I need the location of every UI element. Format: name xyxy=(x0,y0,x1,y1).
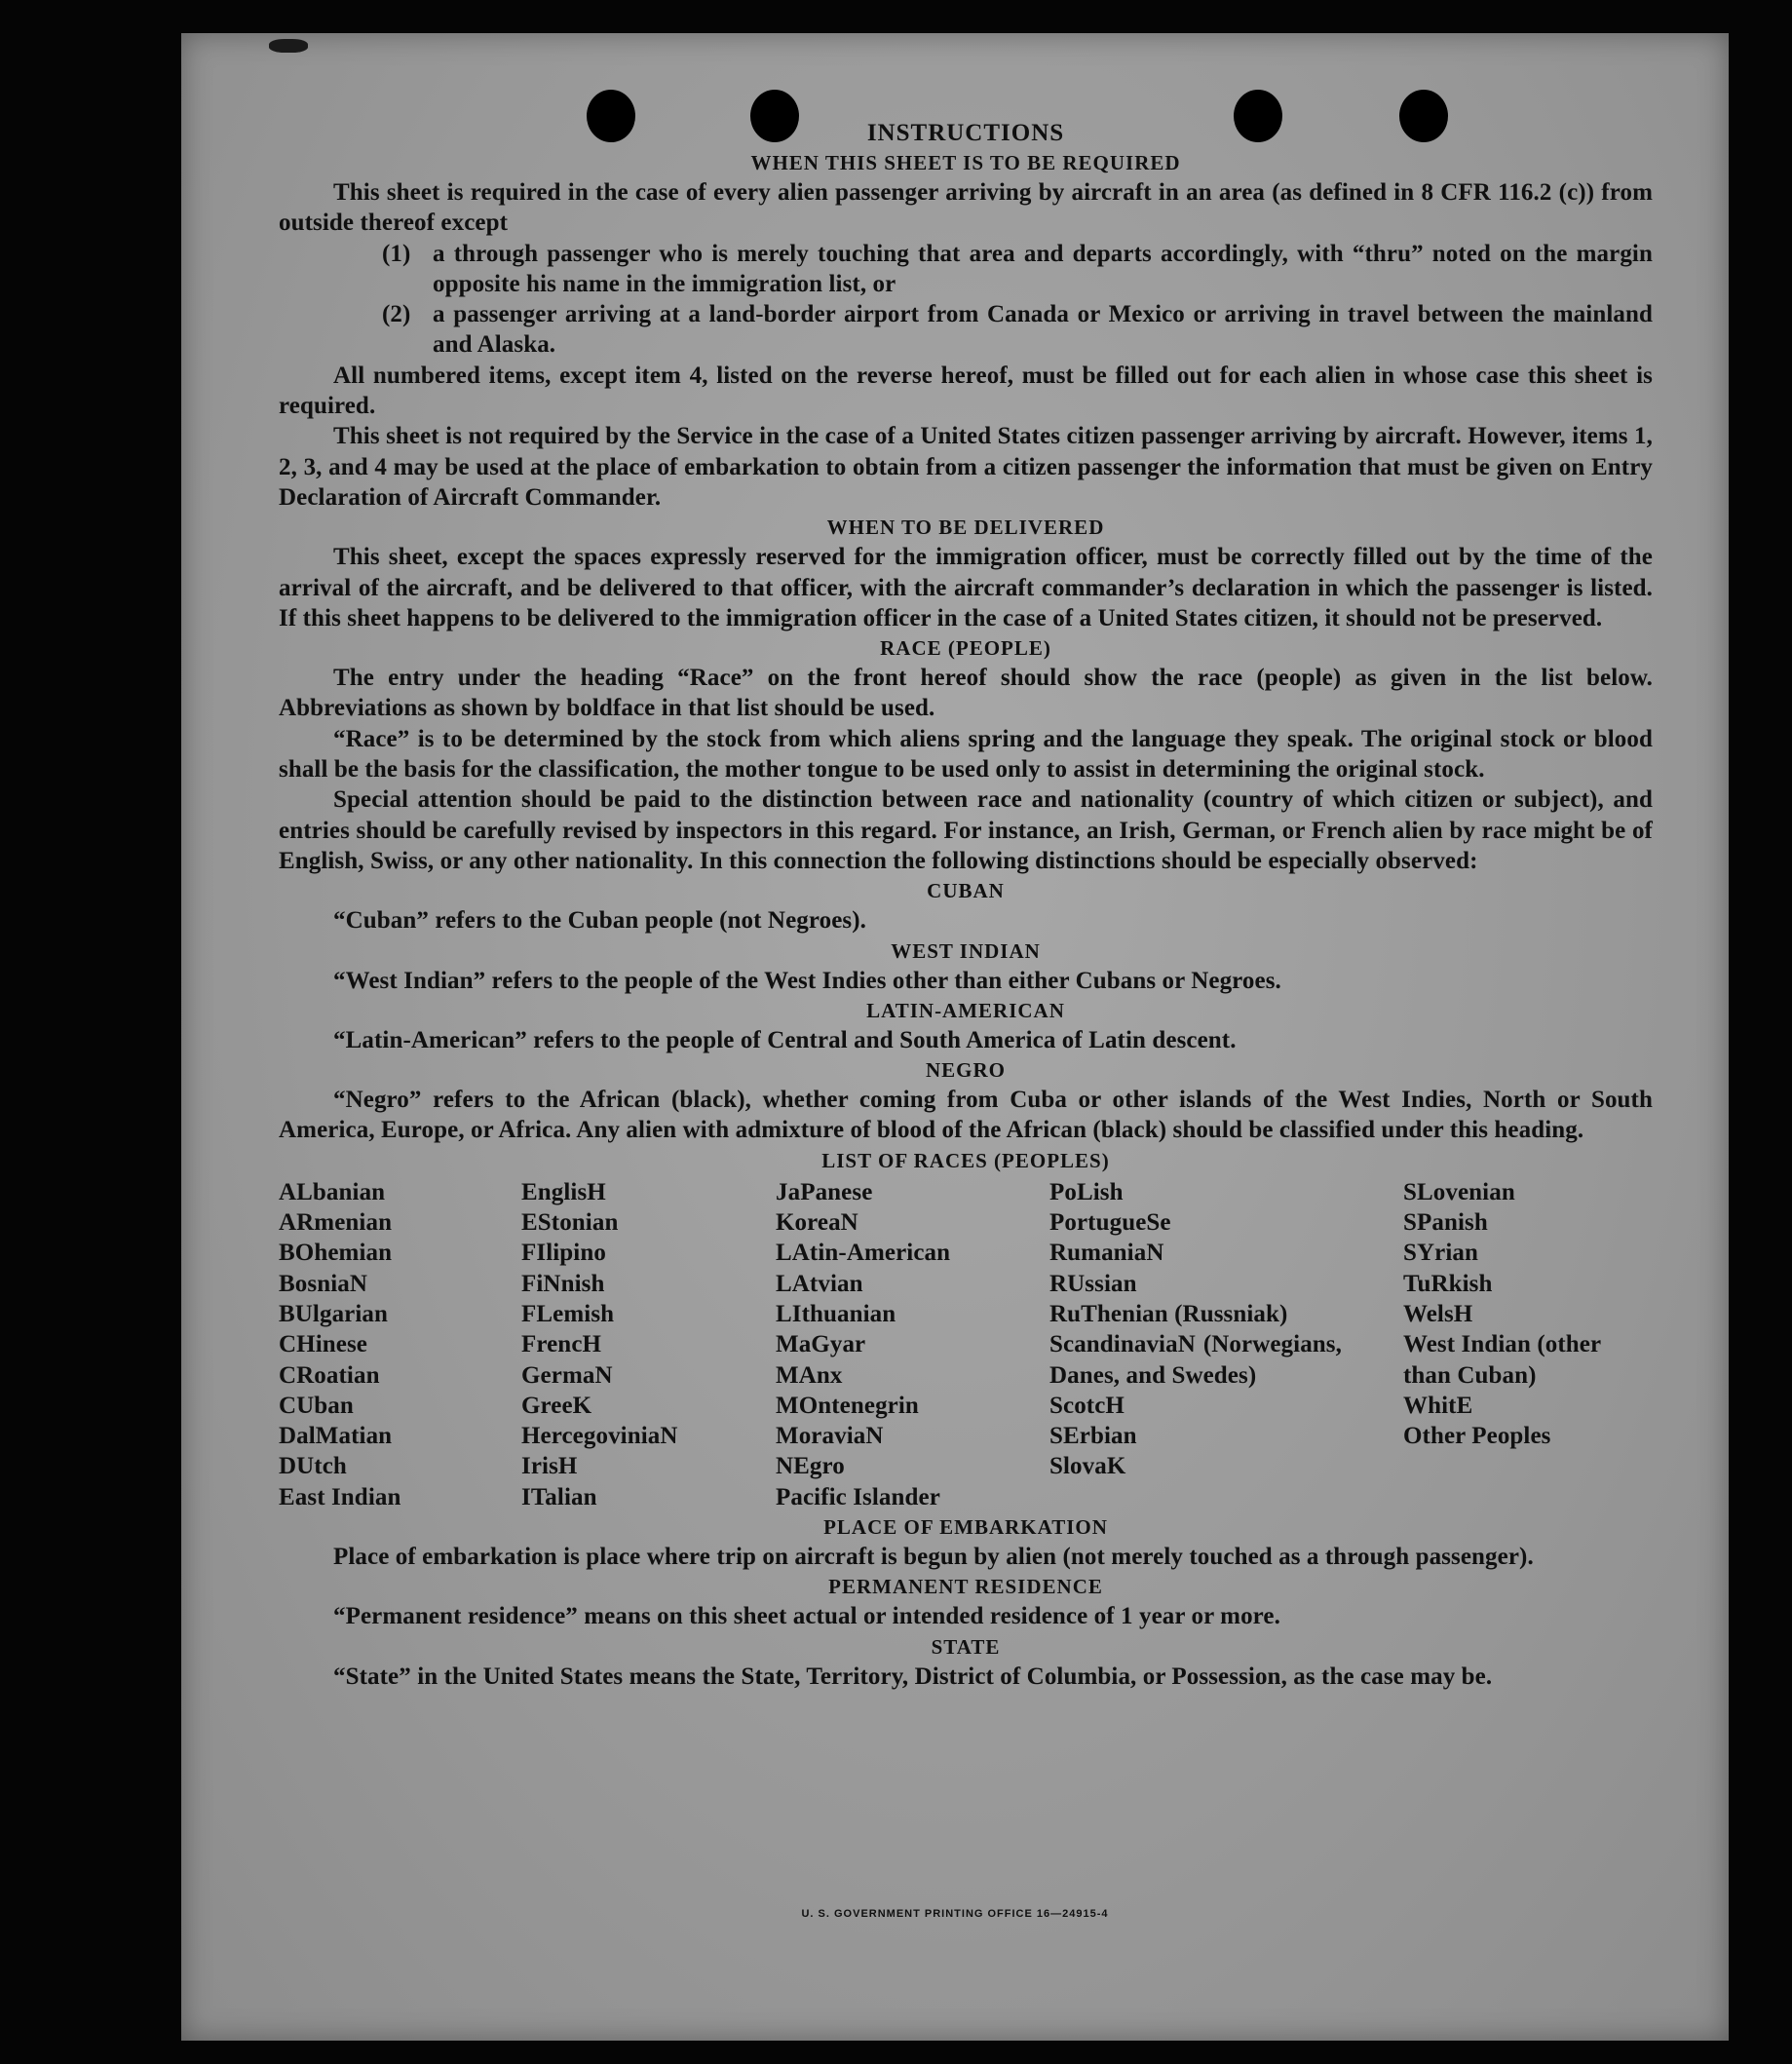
race-entry: LAtin-American xyxy=(776,1240,951,1267)
item-text: a passenger arriving at a land-border airport from Canada or Mexico or arriving in travel between the mainland and Alaska. xyxy=(433,301,1653,359)
race-entry: CHinese xyxy=(279,1331,367,1358)
section-heading-delivered: WHEN TO BE DELIVERED xyxy=(826,516,1105,540)
race-entry: CUban xyxy=(279,1392,354,1419)
race-entry: TuRkish xyxy=(1403,1270,1493,1297)
race-entry: FiNnish xyxy=(521,1270,605,1297)
race-entry: BOhemian xyxy=(279,1240,393,1267)
race-entry: HercegoviniaN xyxy=(521,1423,678,1450)
item-number: (1) xyxy=(382,240,411,267)
section-heading-west-indian: WEST INDIAN xyxy=(891,938,1041,963)
race-entry: BosniaN xyxy=(279,1270,368,1297)
race-entry: ALbanian xyxy=(279,1178,386,1205)
paragraph: “Permanent residence” means on this sheet actual or intended residence of 1 year or more. xyxy=(333,1603,1280,1630)
paragraph: “Latin-American” refers to the people of Central and South America of Latin descent. xyxy=(333,1026,1237,1053)
race-entry: DUtch xyxy=(279,1453,347,1480)
race-entry: MaGyar xyxy=(776,1331,866,1358)
race-entry: Pacific Islander xyxy=(776,1483,940,1510)
race-entry: LAtvian xyxy=(776,1270,863,1297)
section-heading-embarkation: PLACE OF EMBARKATION xyxy=(823,1514,1108,1539)
race-entry: BUlgarian xyxy=(279,1300,389,1327)
races-column-4 xyxy=(1049,1177,1403,1512)
paragraph: All numbered items, except item 4, listed on the reverse hereof, must be filled out for each alien in whose case this sheet is required. xyxy=(279,362,1653,420)
section-heading-required: WHEN THIS SHEET IS TO BE REQUIRED xyxy=(750,151,1181,174)
printing-office-footer: U. S. GOVERNMENT PRINTING OFFICE 16—24915-4 xyxy=(801,1908,1109,1920)
race-entry: MAnx xyxy=(776,1361,843,1389)
race-entry: ScotcH xyxy=(1049,1392,1125,1419)
race-entry: ARmenian xyxy=(279,1209,393,1237)
list-item xyxy=(382,299,1653,361)
ink-smudge xyxy=(269,39,308,53)
race-entry: SErbian xyxy=(1049,1423,1137,1450)
race-entry: SYrian xyxy=(1403,1240,1479,1267)
race-entry: DalMatian xyxy=(279,1423,393,1450)
race-entry: MOntenegrin xyxy=(776,1392,919,1419)
race-entry: ITalian xyxy=(521,1483,597,1510)
race-entry: PoLish xyxy=(1049,1178,1124,1205)
race-entry: RUssian xyxy=(1049,1270,1137,1297)
race-entry: PortugueSe xyxy=(1049,1209,1171,1237)
races-column-1 xyxy=(279,1177,521,1512)
paragraph: “West Indian” refers to the people of the West Indies other than either Cubans or Negroes. xyxy=(333,967,1281,994)
race-entry: SlovaK xyxy=(1049,1453,1126,1480)
list-item xyxy=(382,239,1653,300)
paragraph: Place of embarkation is place where trip on aircraft is begun by alien (not merely touched as a through passenger). xyxy=(333,1543,1534,1570)
item-number: (2) xyxy=(382,301,411,328)
race-entry: EnglisH xyxy=(521,1178,606,1205)
race-entry: LIthuanian xyxy=(776,1300,896,1327)
section-heading-cuban: CUBAN xyxy=(927,879,1005,903)
paragraph: “Cuban” refers to the Cuban people (not Negroes). xyxy=(333,907,867,935)
section-heading-list-of-races: LIST OF RACES (PEOPLES) xyxy=(821,1148,1110,1172)
section-heading-latin-american: LATIN-AMERICAN xyxy=(866,998,1065,1022)
race-entry: JaPanese xyxy=(776,1178,873,1205)
section-heading-residence: PERMANENT RESIDENCE xyxy=(828,1575,1103,1599)
race-entry: RuThenian (Russniak) xyxy=(1049,1300,1288,1327)
instructions-content xyxy=(279,119,1653,1692)
race-entry: GreeK xyxy=(521,1392,592,1419)
race-entry: RumaniaN xyxy=(1049,1240,1164,1267)
race-entry: FLemish xyxy=(521,1300,615,1327)
races-list xyxy=(279,1177,1653,1512)
paragraph: The entry under the heading “Race” on the front hereof should show the race (people) as given in the list below. Abbreviations as shown by boldface in that list should be used. xyxy=(279,665,1653,722)
paragraph: This sheet is not required by the Service in the case of a United States citizen passenger arriving by aircraft. However, items 1, 2, 3, and 4 may be used at the place of embarkation to obtain from a citizen passenger the information that must be given on Entry Declaration of Aircraft Commander. xyxy=(279,423,1653,511)
races-column-3 xyxy=(776,1177,1049,1512)
paragraph: This sheet, except the spaces expressly reserved for the immigration officer, must be correctly filled out by the time of the arrival of the aircraft, and be delivered to that officer, with the aircraft commander’s declaration in which the passenger is listed. If this sheet happens to be delivered to the immigration officer in the case of a United States citizen, it should not be preserved. xyxy=(279,544,1653,631)
races-column-2 xyxy=(521,1177,776,1512)
race-entry: NEgro xyxy=(776,1453,845,1480)
paragraph: Special attention should be paid to the distinction between race and nationality (country of which citizen or subject), and entries should be carefully revised by inspectors in this regard. For instance, an Irish, German, or French alien by race might be of English, Swiss, or any other nationality. In this connection the following distinctions should be especially observed: xyxy=(279,786,1653,874)
race-entry: FIlipino xyxy=(521,1240,606,1267)
race-entry: Other Peoples xyxy=(1403,1423,1551,1450)
page-title: INSTRUCTIONS xyxy=(866,120,1065,146)
section-heading-negro: NEGRO xyxy=(925,1058,1006,1083)
race-entry: EStonian xyxy=(521,1209,619,1237)
race-entry: West Indian (other than Cuban) xyxy=(1403,1331,1601,1389)
race-entry: WelsH xyxy=(1403,1300,1473,1327)
item-text: a through passenger who is merely touching that area and departs accordingly, with “thru” noted on the margin opposite his name in the immigration list, or xyxy=(433,240,1653,297)
race-entry: SPanish xyxy=(1403,1209,1488,1237)
race-entry: IrisH xyxy=(521,1453,578,1480)
race-entry: FrencH xyxy=(521,1331,602,1358)
race-entry: KoreaN xyxy=(776,1209,858,1237)
race-entry: East Indian xyxy=(279,1483,401,1510)
race-entry: MoraviaN xyxy=(776,1423,884,1450)
section-heading-state: STATE xyxy=(931,1634,1001,1659)
document-sheet xyxy=(181,33,1729,2041)
race-entry: GermaN xyxy=(521,1361,613,1389)
races-column-5 xyxy=(1403,1177,1653,1512)
race-entry: WhitE xyxy=(1403,1392,1473,1419)
section-heading-race: RACE (PEOPLE) xyxy=(880,636,1051,661)
paragraph: “Negro” refers to the African (black), whether coming from Cuba or other islands of the West Indies, North or South America, Europe, or Africa. Any alien with admixture of blood of the African (black) should be classified under this heading. xyxy=(279,1087,1653,1144)
paragraph: “State” in the United States means the State, Territory, District of Columbia, or Possession, as the case may be. xyxy=(333,1663,1493,1690)
race-entry: CRoatian xyxy=(279,1361,380,1389)
paragraph: This sheet is required in the case of every alien passenger arriving by aircraft in an area (as defined in 8 CFR 116.2 (c)) from outside thereof except xyxy=(279,179,1653,237)
race-entry: SLovenian xyxy=(1403,1178,1515,1205)
paragraph: “Race” is to be determined by the stock from which aliens spring and the language they speak. The original stock or blood shall be the basis for the classification, the mother tongue to be used only to assist in determining the original stock. xyxy=(279,725,1653,784)
race-entry: ScandinaviaN (Norwegians, Danes, and Swedes) xyxy=(1049,1331,1342,1389)
